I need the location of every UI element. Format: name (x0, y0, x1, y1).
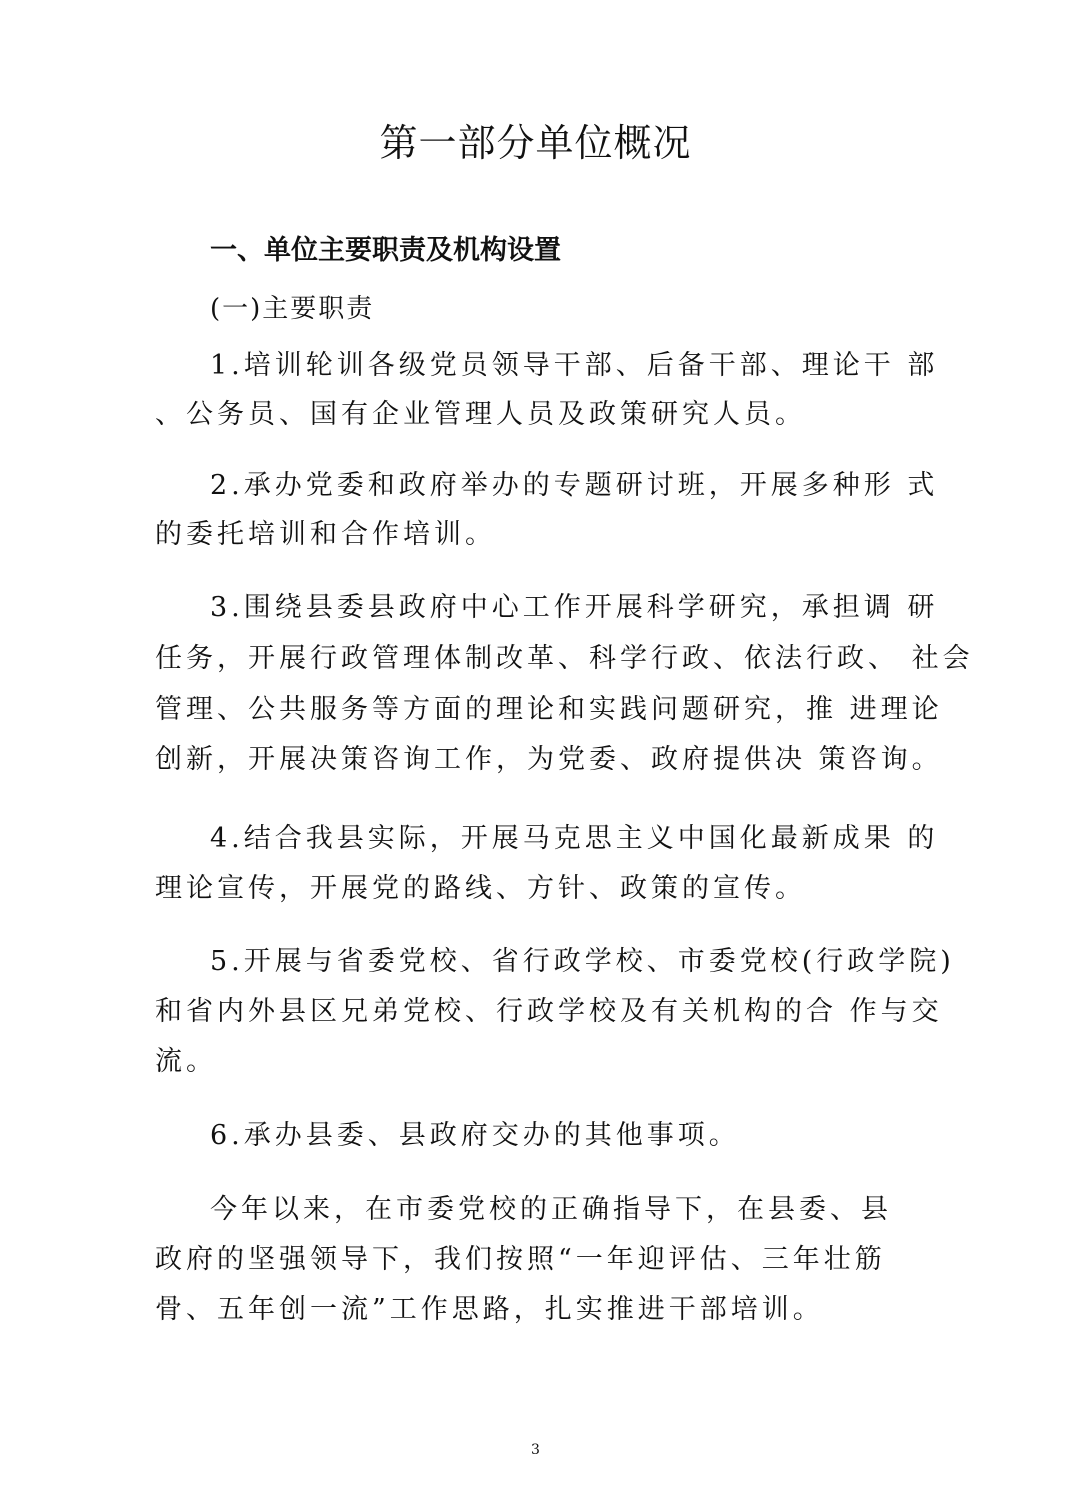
closing-line-1: 今年以来，在市委党校的正确指导下，在县委、县 (210, 1194, 892, 1225)
item-6-line-1: 6.承办县委、县政府交办的其他事项。 (210, 1120, 740, 1151)
item-4-line-1: 4.结合我县实际，开展马克思主义中国化最新成果 的 (210, 823, 939, 854)
item-5-line-2: 和省内外县区兄弟党校、行政学校及有关机构的合 作与交 (155, 996, 943, 1027)
item-5-line-1: 5.开展与省委党校、省行政学校、市委党校(行政学院) (210, 946, 955, 977)
page-title: 第一部分单位概况 (379, 121, 692, 165)
item-2-line-1: 2.承办党委和政府举办的专题研讨班，开展多种形 式 (210, 470, 939, 501)
closing-line-2: 政府的坚强领导下，我们按照“一年迎评估、三年壮筋 (155, 1244, 886, 1275)
item-3-line-4: 创新，开展决策咨询工作，为党委、政府提供决 策咨询。 (155, 744, 943, 775)
item-1-line-2: 、公务员、国有企业管理人员及政策研究人员。 (155, 399, 806, 430)
item-3-line-2: 任务，开展行政管理体制改革、科学行政、依法行政、 社会 (155, 643, 974, 674)
item-3-line-1: 3.围绕县委县政府中心工作开展科学研究，承担调 研 (210, 592, 939, 623)
item-3-line-3: 管理、公共服务等方面的理论和实践问题研究，推 进理论 (155, 694, 943, 725)
section-heading: 一、单位主要职责及机构设置 (210, 235, 561, 266)
item-1-line-1: 1.培训轮训各级党员领导干部、后备干部、理论干 部 (210, 350, 939, 381)
item-2-line-2: 的委托培训和合作培训。 (155, 519, 496, 550)
item-4-line-2: 理论宣传，开展党的路线、方针、政策的宣传。 (155, 873, 806, 904)
page-number: 3 (531, 1442, 540, 1458)
subsection-heading: (一)主要职责 (210, 294, 375, 324)
item-5-line-3: 流。 (155, 1046, 217, 1077)
closing-line-3: 骨、五年创一流”工作思路，扎实推进干部培训。 (155, 1294, 824, 1325)
